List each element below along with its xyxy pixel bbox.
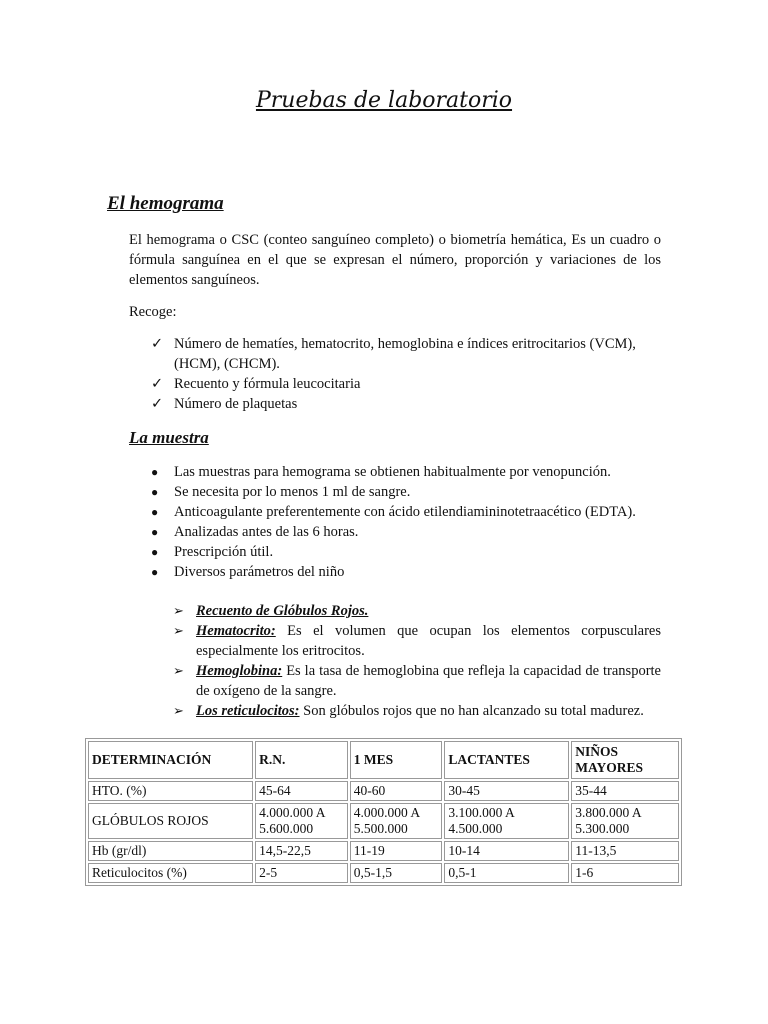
table-cell: 45-64 bbox=[255, 781, 348, 801]
table-header-row bbox=[88, 741, 679, 779]
definition-text: Son glóbulos rojos que no han alcanzado su total madurez. bbox=[299, 703, 644, 719]
table-cell: 10-14 bbox=[444, 841, 569, 861]
list-item: ● Analizadas antes de las 6 horas. bbox=[151, 524, 359, 540]
definition-item bbox=[151, 601, 661, 621]
table-cell: 0,5-1 bbox=[444, 863, 569, 883]
table-cell: 40-60 bbox=[350, 781, 443, 801]
definition-term: Los reticulocitos: bbox=[196, 703, 300, 719]
definition-item bbox=[151, 661, 661, 701]
muestra-list bbox=[129, 462, 661, 582]
checkmark-icon: ✓ bbox=[151, 376, 164, 392]
checkmark-icon: ✓ bbox=[151, 396, 164, 412]
definition-text: Es la tasa de hemoglobina que refleja la capacidad de transporte de oxígeno de la sangre. bbox=[196, 663, 661, 699]
table-cell: 30-45 bbox=[444, 781, 569, 801]
table-cell: 11-13,5 bbox=[571, 841, 679, 861]
definition-term: Recuento de Glóbulos Rojos. bbox=[196, 603, 369, 619]
table-cell: 3.800.000 A 5.300.000 bbox=[571, 803, 679, 839]
table-header-cell: LACTANTES bbox=[444, 741, 569, 779]
table-cell: 0,5-1,5 bbox=[350, 863, 443, 883]
definition-item bbox=[151, 621, 661, 661]
table-header-cell: R.N. bbox=[255, 741, 348, 779]
section-title-hemograma: El hemograma bbox=[107, 193, 224, 214]
bullet-icon: ● bbox=[151, 545, 159, 559]
table-cell: 3.100.000 A 4.500.000 bbox=[444, 803, 569, 839]
list-item: ● Prescripción útil. bbox=[151, 544, 274, 560]
recoge-list bbox=[129, 334, 661, 414]
definition-item bbox=[151, 701, 661, 721]
arrow-bullet-icon: ➢ bbox=[173, 663, 184, 678]
table-cell: GLÓBULOS ROJOS bbox=[88, 803, 253, 839]
definition-term: Hematocrito: bbox=[196, 623, 276, 639]
arrow-bullet-icon: ➢ bbox=[173, 703, 184, 718]
bullet-icon: ● bbox=[151, 525, 159, 539]
reference-values-table bbox=[85, 738, 682, 886]
arrow-bullet-icon: ➢ bbox=[173, 603, 184, 618]
definition-text: Es el volumen que ocupan los elementos corpusculares especialmente los eritrocitos. bbox=[196, 623, 661, 659]
table-header-cell: NIÑOS MAYORES bbox=[571, 741, 679, 779]
table-cell: 35-44 bbox=[571, 781, 679, 801]
intro-paragraph: El hemograma o CSC (conteo sanguíneo completo) o biometría hemática, Es un cuadro o fórmula sanguínea en el que se expresan el número, proporción y variaciones de los elementos sanguíneos. bbox=[129, 232, 661, 288]
table-cell: 14,5-22,5 bbox=[255, 841, 348, 861]
table-header-cell: 1 MES bbox=[350, 741, 443, 779]
definition-term: Hemoglobina: bbox=[196, 663, 283, 679]
table-row bbox=[88, 781, 679, 801]
list-item: ✓ Número de hematíes, hematocrito, hemoglobina e índices eritrocitarios (VCM), (HCM), (CHCM). bbox=[151, 336, 636, 372]
page-title: Pruebas de laboratorio bbox=[255, 88, 513, 113]
list-item: ● Anticoagulante preferentemente con ácido etilendiamininotetraacético (EDTA). bbox=[151, 504, 636, 520]
table-cell: 4.000.000 A 5.500.000 bbox=[350, 803, 443, 839]
table-cell: 2-5 bbox=[255, 863, 348, 883]
table-cell: HTO. (%) bbox=[88, 781, 253, 801]
arrow-bullet-icon: ➢ bbox=[173, 623, 184, 638]
table-cell: 11-19 bbox=[350, 841, 443, 861]
table-cell: Reticulocitos (%) bbox=[88, 863, 253, 883]
table-cell: 1-6 bbox=[571, 863, 679, 883]
bullet-icon: ● bbox=[151, 565, 159, 579]
table-cell: Hb (gr/dl) bbox=[88, 841, 253, 861]
list-item: ● Se necesita por lo menos 1 ml de sangre. bbox=[151, 484, 411, 500]
section-title-muestra: La muestra bbox=[129, 428, 209, 447]
definitions-list bbox=[151, 601, 661, 721]
list-item: ✓ Número de plaquetas bbox=[151, 396, 298, 412]
table-header-cell: DETERMINACIÓN bbox=[88, 741, 253, 779]
table-row bbox=[88, 841, 679, 861]
table-row bbox=[88, 863, 679, 883]
bullet-icon: ● bbox=[151, 465, 159, 479]
bullet-icon: ● bbox=[151, 505, 159, 519]
list-item: ✓ Recuento y fórmula leucocitaria bbox=[151, 376, 361, 392]
table-cell: 4.000.000 A 5.600.000 bbox=[255, 803, 348, 839]
bullet-icon: ● bbox=[151, 485, 159, 499]
table-row bbox=[88, 803, 679, 839]
checkmark-icon: ✓ bbox=[151, 336, 164, 352]
recoge-label: Recoge: bbox=[129, 304, 177, 320]
list-item: ● Diversos parámetros del niño bbox=[151, 564, 345, 580]
list-item: ● Las muestras para hemograma se obtienen habitualmente por venopunción. bbox=[151, 464, 611, 480]
